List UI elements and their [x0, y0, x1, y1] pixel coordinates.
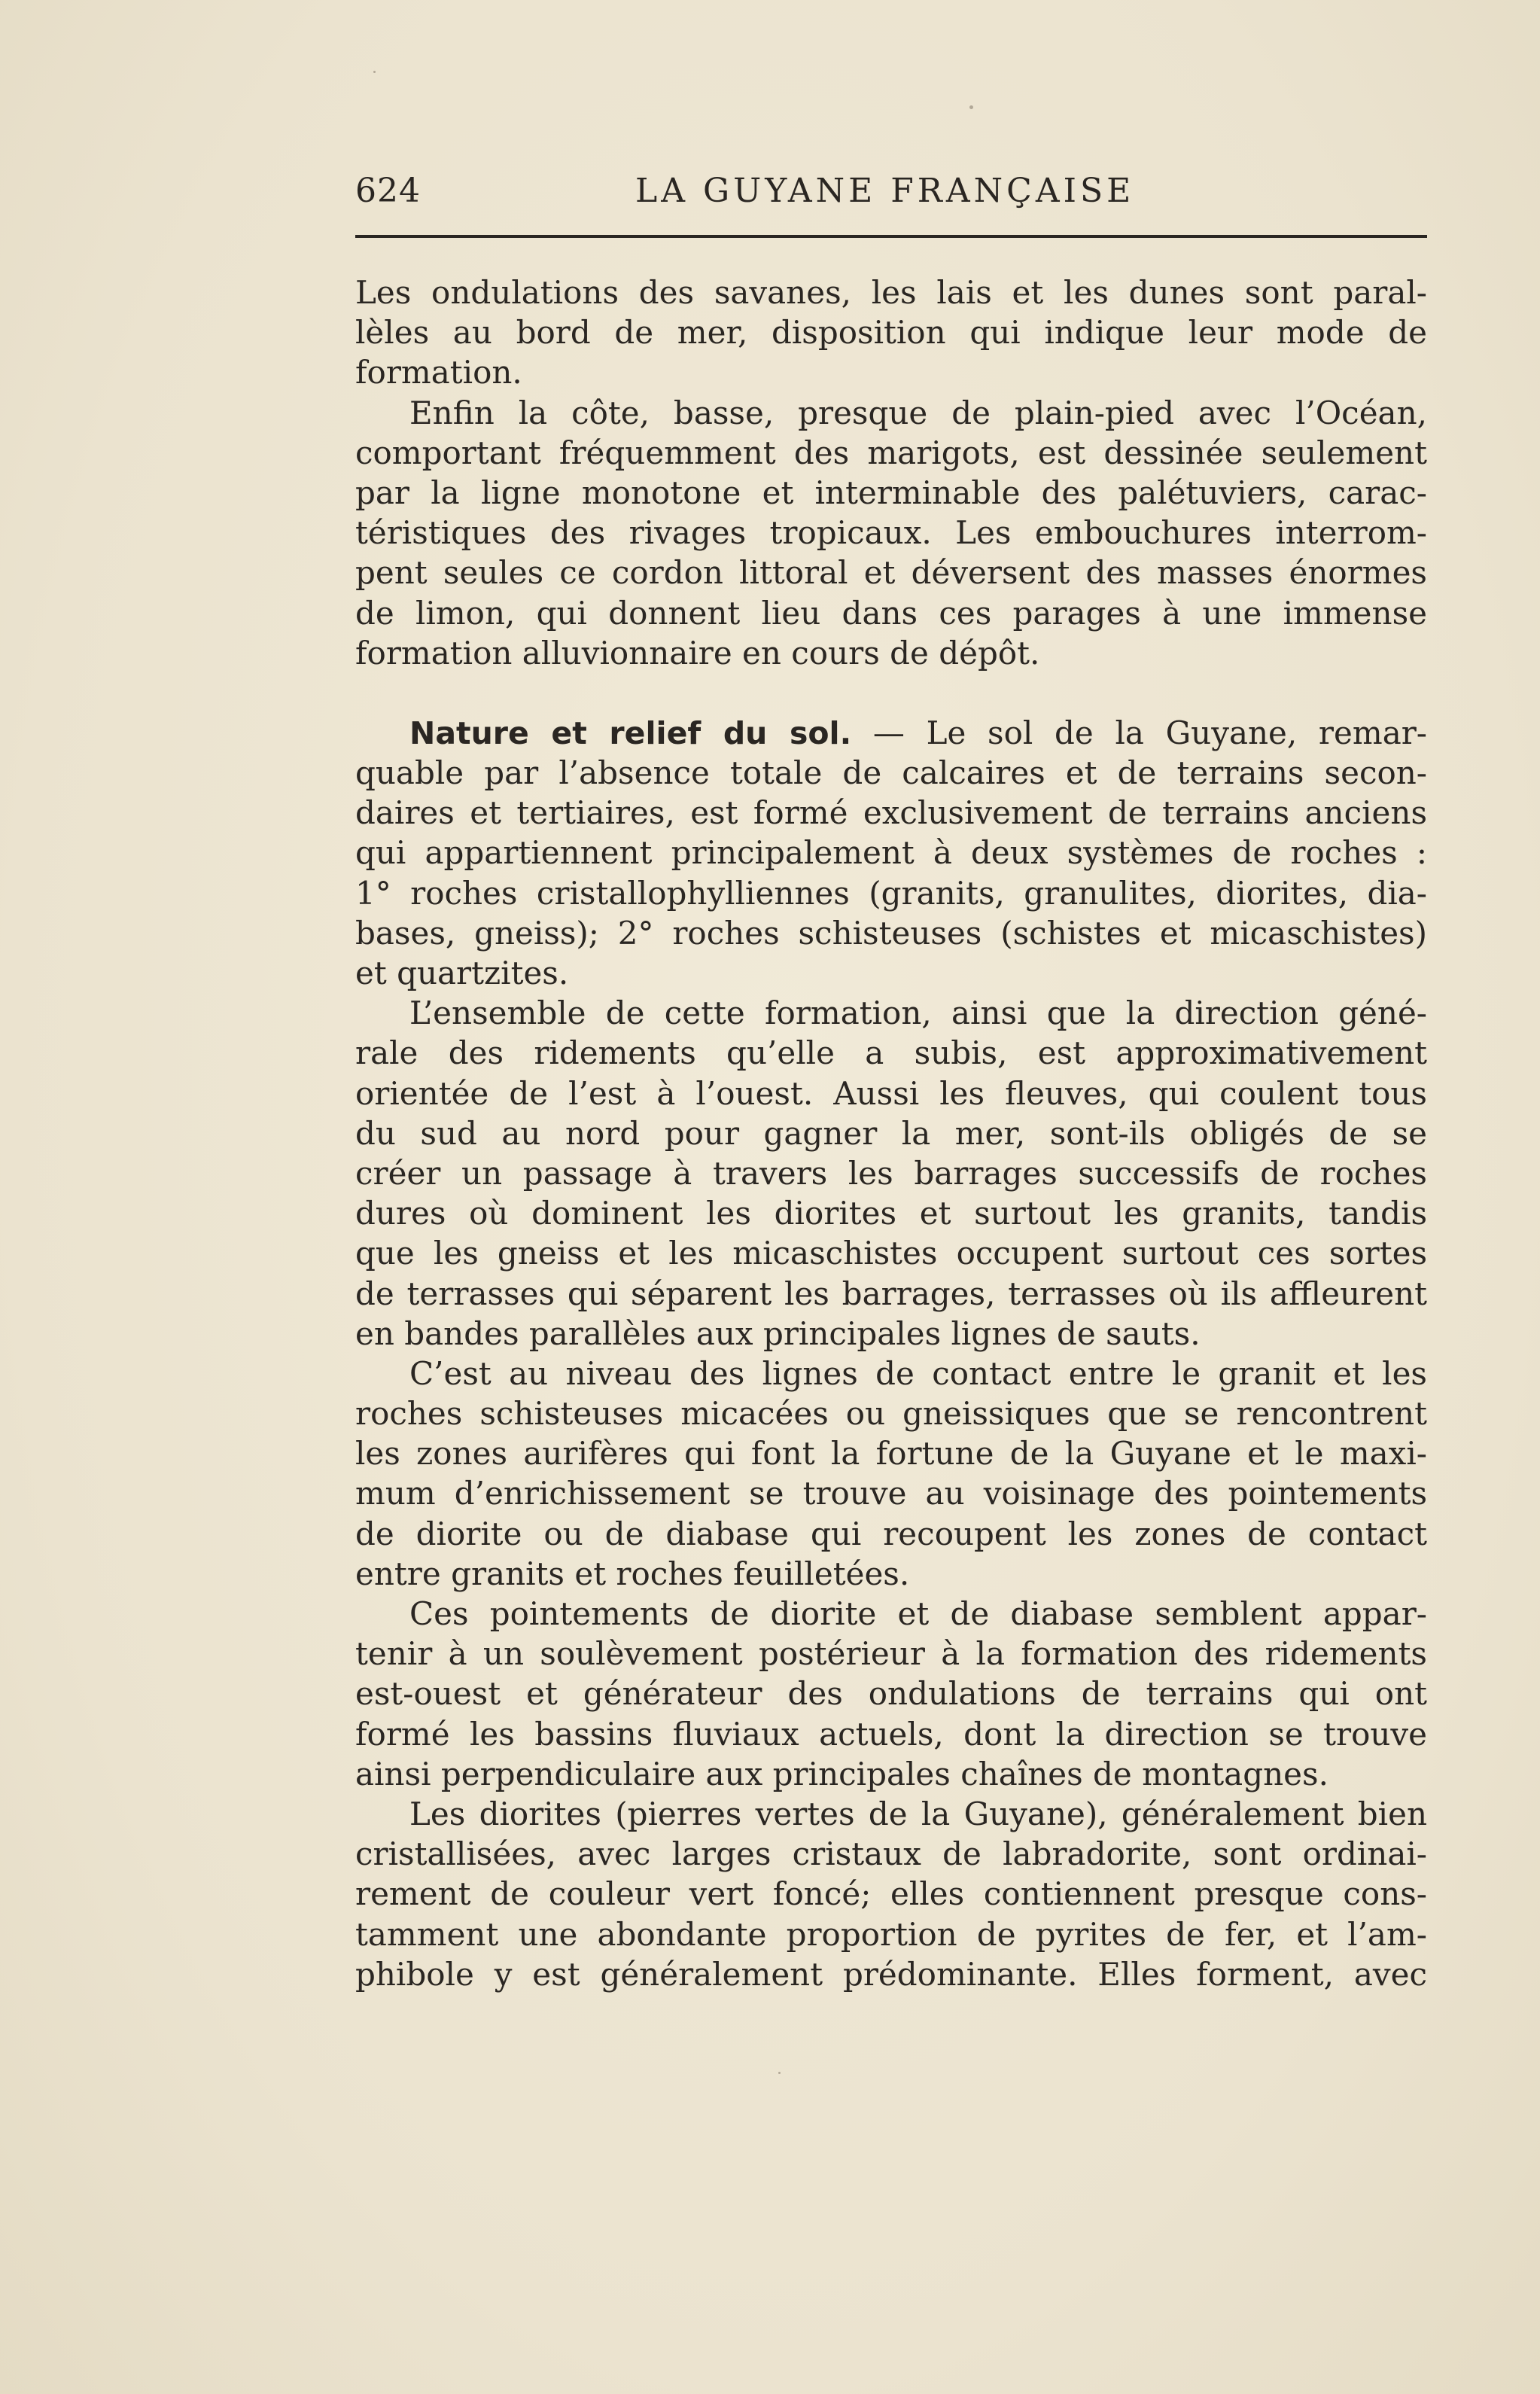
text-line: dures où dominent les diorites et surtout les granits, tandis — [355, 1195, 1427, 1232]
text-line: bases, gneiss); 2° roches schisteuses (schistes et micaschistes) — [355, 914, 1427, 952]
text-line: quable par l’absence totale de calcaires et de terrains secon- — [355, 754, 1427, 792]
text-line: roches schisteuses micacées ou gneissiques que se rencontrent — [355, 1395, 1427, 1433]
text-line: rale des ridements qu’elle a subis, est approximativement — [355, 1034, 1427, 1072]
text-line: orientée de l’est à l’ouest. Aussi les fleuves, qui coulent tous — [355, 1074, 1427, 1112]
text-line: L’ensemble de cette formation, ainsi que la direction géné- — [409, 994, 1427, 1032]
text-line: formé les bassins fluviaux actuels, dont la direction se trouve — [355, 1715, 1427, 1753]
header-rule — [355, 235, 1427, 238]
text-line: Les diorites (pierres vertes de la Guyane), généralement bien — [409, 1795, 1427, 1832]
text-line: par la ligne monotone et interminable des palétuviers, carac- — [355, 474, 1427, 511]
running-title: LA GUYANE FRANÇAISE — [635, 172, 1135, 210]
paper-speck — [969, 105, 973, 109]
section-spacer — [355, 673, 1427, 713]
text-line: en bandes parallèles aux principales lignes de sauts. — [355, 1314, 1201, 1352]
text-line: tamment une abondante proportion de pyrites de fer, et l’am- — [355, 1915, 1427, 1953]
text-line: est-ouest et générateur des ondulations de terrains qui ont — [355, 1675, 1427, 1713]
text-line: pent seules ce cordon littoral et déversent des masses énormes — [355, 554, 1427, 592]
text-line: Ces pointements de diorite et de diabase semblent appar- — [409, 1595, 1427, 1632]
text-line: de terrasses qui séparent les barrages, terrasses où ils affleurent — [355, 1275, 1427, 1312]
paper-speck — [778, 2072, 781, 2074]
text-line: 1° roches cristallophylliennes (granits, granulites, diorites, dia- — [355, 874, 1427, 912]
text-line: entre granits et roches feuilletées. — [355, 1555, 910, 1592]
section-heading: Nature et relief du sol. — [409, 714, 852, 751]
text-line: comportant fréquemment des marigots, est dessinée seulement — [355, 434, 1427, 471]
running-header — [355, 172, 1427, 217]
text-line: C’est au niveau des lignes de contact entre le granit et les — [409, 1354, 1427, 1392]
text-line: les zones aurifères qui font la fortune de la Guyane et le maxi- — [355, 1435, 1427, 1473]
text-line: de limon, qui donnent lieu dans ces parages à une immense — [355, 594, 1427, 632]
text-line: cristallisées, avec larges cristaux de labradorite, sont ordinai- — [355, 1835, 1427, 1873]
text-line: — Le sol de la Guyane, remar- — [872, 714, 1427, 751]
section-heading-line — [355, 713, 1427, 753]
text-line: formation. — [355, 354, 522, 391]
text-line: ainsi perpendiculaire aux principales chaînes de montagnes. — [355, 1755, 1328, 1792]
text-line: mum d’enrichissement se trouve au voisinage des pointements — [355, 1475, 1427, 1512]
body-text — [355, 273, 1427, 1994]
text-line: tenir à un soulèvement postérieur à la formation des ridements — [355, 1635, 1427, 1673]
page-number: 624 — [355, 172, 421, 210]
text-line: créer un passage à travers les barrages successifs de roches — [355, 1154, 1427, 1192]
text-line: Les ondulations des savanes, les lais et les dunes sont paral- — [355, 274, 1427, 311]
text-line: téristiques des rivages tropicaux. Les embouchures interrom- — [355, 514, 1427, 552]
text-line: que les gneiss et les micaschistes occupent surtout ces sortes — [355, 1235, 1427, 1272]
paper-speck — [373, 71, 376, 73]
text-line: phibole y est généralement prédominante. Elles forment, avec — [355, 1955, 1427, 1993]
text-line: qui appartiennent principalement à deux systèmes de roches : — [355, 834, 1427, 872]
text-line: lèles au bord de mer, disposition qui indique leur mode de — [355, 314, 1427, 352]
text-line: Enfin la côte, basse, presque de plain-pied avec l’Océan, — [409, 394, 1427, 431]
text-line: de diorite ou de diabase qui recoupent les zones de contact — [355, 1515, 1427, 1552]
text-line: formation alluvionnaire en cours de dépôt. — [355, 634, 1040, 672]
text-line: du sud au nord pour gagner la mer, sont-ils obligés de se — [355, 1114, 1427, 1152]
text-line: rement de couleur vert foncé; elles contiennent presque cons- — [355, 1875, 1427, 1913]
text-line: daires et tertiaires, est formé exclusivement de terrains anciens — [355, 794, 1427, 832]
text-line: et quartzites. — [355, 955, 569, 991]
